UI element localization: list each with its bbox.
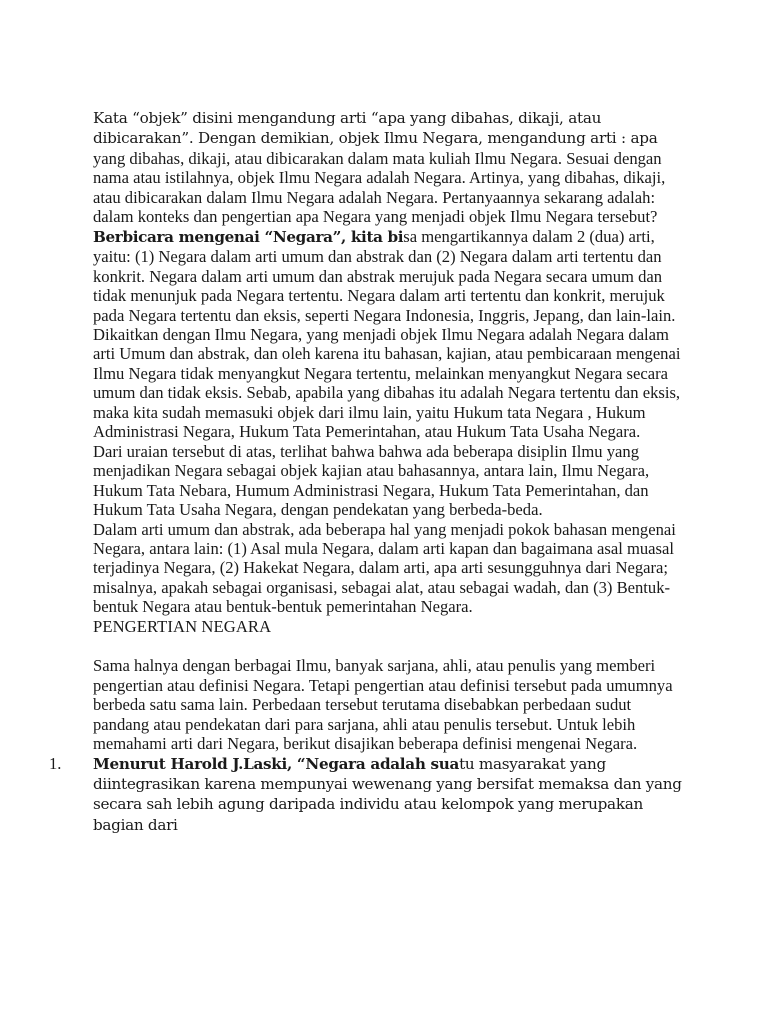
list-item-number: 1. (49, 753, 62, 773)
list-item-lead: Menurut Harold J.Laski, “Negara adalah sua (93, 754, 460, 773)
paragraph-arti-negara-rest: sa mengartikannya dalam 2 (dua) arti, yaitu: (1) Negara dalam arti umum dan abstrak dan (2) Negara dalam arti tertentu dan konkrit. Negara dalam arti umum dan abstrak merujuk pada Negara secara umum dan tidak menunjuk pada Negara tertentu. Negara dalam arti tertentu dan konkrit, merujuk pada Negara tertentu dan eksis, seperti Negara Indonesia, Inggris, Jepang, dan lain-lain. (93, 226, 676, 325)
paragraph-uraian: Dari uraian tersebut di atas, terlihat bahwa bahwa ada beberapa disiplin Ilmu yang menjadikan Negara sebagai objek kajian atau bahasannya, antara lain, Ilmu Negara, Hukum Tata Nebara, Humum Administrasi Negara, Hukum Tata Pemerintahan, dan Hukum Tata Usaha Negara, dengan pendekatan yang berbeda-beda. (93, 441, 650, 520)
paragraph-objek (93, 108, 683, 227)
paragraph-pokok-bahasan: Dalam arti umum dan abstrak, ada beberapa hal yang menjadi pokok bahasan mengenai Negara, antara lain: (1) Asal mula Negara, dalam arti kapan dan bagaimana asal muasal terjadinya Negara, (2) Hakekat Negara, dalam arti, apa arti sesungguhnya dari Negara; misalnya, apakah sebagai organisasi, sebagai alat, atau sebagai wadah, dan (3) Bentuk-bentuk Negara atau bentuk-bentuk pemerintahan Negara. (93, 519, 676, 617)
paragraph-dikaitkan: Dikaitkan dengan Ilmu Negara, yang menjadi objek Ilmu Negara adalah Negara dalam arti Umum dan abstrak, dan oleh karena itu bahasan, kajian, atau pembicaraan mengenai Ilmu Negara tidak menyangkut Negara tertentu, melainkan menyangkut Negara secara umum dan tidak eksis. Sebab, apabila yang dibahas itu adalah Negara tertentu dan eksis, maka kita sudah memasuki objek dari ilmu lain, yaitu Hukum tata Negara , Hukum Administrasi Negara, Hukum Tata Pemerintahan, atau Hukum Tata Usaha Negara. (93, 324, 681, 442)
paragraph-objek-intro: Kata “objek” disini mengandung arti “apa yang dibahas, dikaji, atau dibicarakan”. Dengan demikian, objek Ilmu Negara, mengandung arti : apa (93, 109, 658, 148)
section-heading-pengertian-negara: PENGERTIAN NEGARA (93, 616, 272, 636)
definition-list (49, 753, 683, 836)
list-item-rest: tu masyarakat yang diintegrasikan karena mempunyai wewenang yang bersifat memaksa dan yang secara sah lebih agung daripada individu atau kelompok yang merupakan bagian dari (93, 754, 682, 834)
paragraph-arti-negara-lead: Berbicara mengenai “Negara”, kita bi (93, 227, 404, 246)
paragraph-arti-negara (93, 227, 683, 325)
list-item (49, 753, 683, 836)
document-body (49, 108, 683, 835)
paragraph-objek-rest: yang dibahas, dikaji, atau dibicarakan dalam mata kuliah Ilmu Negara. Sesuai dengan nama atau istilahnya, objek Ilmu Negara adalah Negara. Artinya, yang dibahas, dikaji, atau dibicarakan dalam Ilmu Negara adalah Negara. Pertanyaannya sekarang adalah: dalam konteks dan pengertian apa Negara yang menjadi objek Ilmu Negara tersebut? (93, 148, 666, 227)
paragraph-definisi: Sama halnya dengan berbagai Ilmu, banyak sarjana, ahli, atau penulis yang memberi pengertian atau definisi Negara. Tetapi pengertian atau definisi tersebut pada umumnya berbeda satu sama lain. Perbedaan tersebut terutama disebabkan perbedaan sudut pandang atau pendekatan dari para sarjana, ahli atau penulis tersebut. Untuk lebih memahami arti dari Negara, berikut disajikan beberapa definisi mengenai Negara. (93, 656, 673, 754)
